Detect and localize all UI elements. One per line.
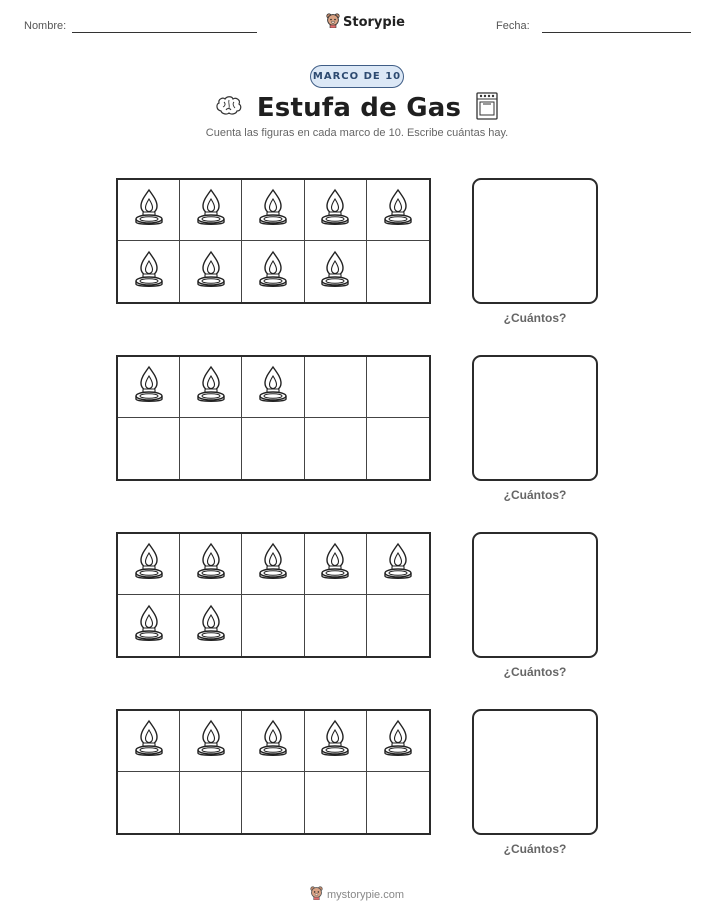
gas-burner-icon: [195, 188, 227, 232]
frame-cell: [180, 534, 242, 595]
gas-burner-icon: [133, 542, 165, 586]
gas-burner-icon: [382, 719, 414, 763]
frame-cell: [305, 772, 367, 833]
gas-burner-icon: [319, 188, 351, 232]
brand-logo: [326, 12, 405, 32]
frame-cell: [367, 180, 429, 241]
frame-cell: [305, 357, 367, 418]
gas-burner-icon: [257, 365, 289, 409]
gas-burner-icon: [133, 250, 165, 294]
frame-cell: [180, 241, 242, 302]
gas-burner-icon: [257, 188, 289, 232]
title-row: [0, 90, 714, 126]
answer-box-3[interactable]: [472, 532, 598, 658]
frame-cell: [242, 241, 304, 302]
answer-label-1: ¿Cuántos?: [503, 311, 567, 325]
answer-box-1[interactable]: [472, 178, 598, 304]
frame-cell: [305, 595, 367, 656]
frame-cell: [367, 595, 429, 656]
gas-burner-icon: [195, 604, 227, 648]
brand-name: Storypie: [343, 14, 405, 30]
stove-icon: [475, 91, 499, 125]
name-line[interactable]: [72, 32, 257, 33]
frame-cell: [180, 418, 242, 479]
date-label: Fecha:: [496, 20, 530, 32]
frame-cell: [242, 595, 304, 656]
frame-cell: [180, 772, 242, 833]
frame-cell: [367, 711, 429, 772]
gas-burner-icon: [133, 188, 165, 232]
answer-label-2: ¿Cuántos?: [503, 488, 567, 502]
answer-box-4[interactable]: [472, 709, 598, 835]
ten-frame-1: [116, 178, 431, 304]
brain-icon: [215, 95, 243, 121]
frame-cell: [367, 357, 429, 418]
gas-burner-icon: [195, 365, 227, 409]
frame-cell: [305, 534, 367, 595]
instructions: Cuenta las figuras en cada marco de 10. Escribe cuántas hay.: [205, 127, 509, 139]
frame-cell: [305, 711, 367, 772]
frame-cell: [242, 357, 304, 418]
gas-burner-icon: [382, 188, 414, 232]
frame-cell: [305, 418, 367, 479]
gas-burner-icon: [319, 719, 351, 763]
gas-burner-icon: [257, 250, 289, 294]
gas-burner-icon: [133, 719, 165, 763]
frame-cell: [118, 418, 180, 479]
bear-logo-icon: [326, 12, 340, 32]
gas-burner-icon: [319, 542, 351, 586]
frame-cell: [118, 357, 180, 418]
frame-cell: [118, 711, 180, 772]
answer-label-3: ¿Cuántos?: [503, 665, 567, 679]
gas-burner-icon: [133, 365, 165, 409]
frame-cell: [180, 711, 242, 772]
gas-burner-icon: [195, 719, 227, 763]
bear-logo-icon: [310, 885, 323, 904]
gas-burner-icon: [257, 719, 289, 763]
frame-cell: [305, 241, 367, 302]
answer-box-2[interactable]: [472, 355, 598, 481]
worksheet-type-badge: MARCO DE 10: [310, 65, 404, 88]
name-label: Nombre:: [24, 20, 67, 32]
frame-cell: [180, 357, 242, 418]
footer: [0, 885, 714, 904]
frame-cell: [367, 772, 429, 833]
ten-frame-3: [116, 532, 431, 658]
frame-cell: [180, 180, 242, 241]
frame-cell: [118, 595, 180, 656]
footer-url: mystorypie.com: [326, 888, 405, 901]
gas-burner-icon: [195, 250, 227, 294]
frame-cell: [118, 772, 180, 833]
ten-frame-4: [116, 709, 431, 835]
frame-cell: [118, 534, 180, 595]
frame-cell: [242, 418, 304, 479]
answer-label-4: ¿Cuántos?: [503, 842, 567, 856]
page-title: Estufa de Gas: [256, 93, 462, 123]
frame-cell: [367, 241, 429, 302]
gas-burner-icon: [133, 604, 165, 648]
ten-frame-2: [116, 355, 431, 481]
frame-cell: [367, 534, 429, 595]
date-line[interactable]: [542, 32, 691, 33]
gas-burner-icon: [382, 542, 414, 586]
gas-burner-icon: [319, 250, 351, 294]
frame-cell: [242, 534, 304, 595]
frame-cell: [305, 180, 367, 241]
frame-cell: [118, 241, 180, 302]
frame-cell: [242, 772, 304, 833]
gas-burner-icon: [257, 542, 289, 586]
frame-cell: [242, 180, 304, 241]
frame-cell: [180, 595, 242, 656]
frame-cell: [242, 711, 304, 772]
frame-cell: [367, 418, 429, 479]
gas-burner-icon: [195, 542, 227, 586]
frame-cell: [118, 180, 180, 241]
